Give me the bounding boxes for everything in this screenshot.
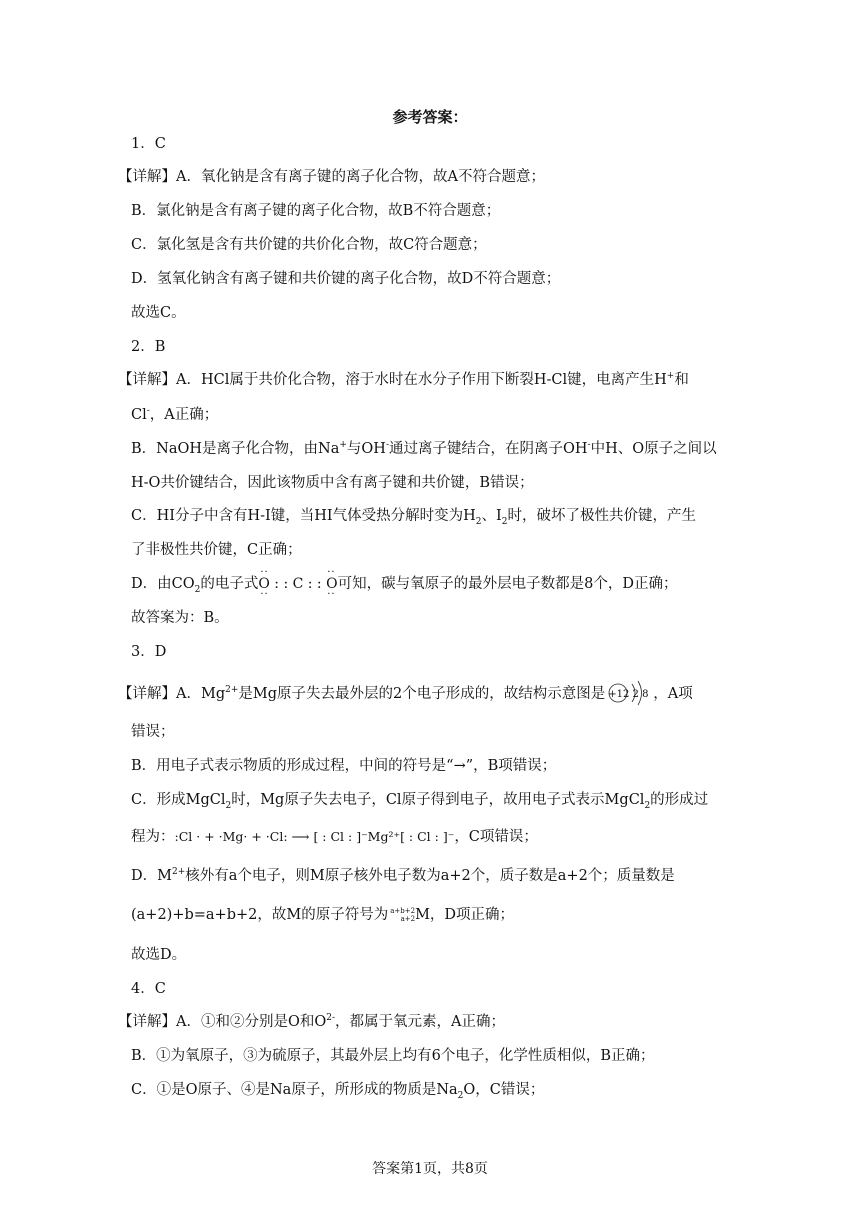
q2-explain-c-line1: C．HI分子中含有H-I键，当HI气体受热分解时变为$H_2$、$I_2$时，破坏了极性共价键，产生 — [131, 508, 696, 527]
q1-explain-d: D．氢氧化钠含有离子键和共价键的离子化合物，故D不符合题意； — [131, 271, 561, 287]
q4-explain-c: C．①是O原子、④是Na原子，所形成的物质是$Na_2O$，C错误； — [131, 1082, 545, 1101]
q4-explain-a: 【详解】A．①和②分别是O和$O^{2-}$，都属于氧元素，A正确； — [118, 1013, 506, 1030]
q3-explain-c-line1: C．形成MgCl$_2$时，Mg原子失去电子，Cl原子得到电子，故用电子式表示MgCl$_2$的形成过 — [131, 792, 709, 811]
q2-explain-a-line1: 【详解】A．HCl属于共价化合物，溶于水时在水分子作用下断裂H-Cl键，电离产生H+和 — [118, 371, 689, 388]
q3-explain-a-line1: 【详解】A．$Mg^{2+}$是Mg原子失去最外层的2个电子形成的，故结构示意图是 +12 2 8 ，A项 — [118, 684, 693, 704]
mgcl2-formation-formula: :Cl · + ·Mg· + ·Cl: ⟶ [ : Cl : ]⁻Mg²⁺[ : Cl : ]⁻ — [174, 829, 455, 844]
q2-explain-c-line2: 了非极性共价键，C正确； — [131, 542, 302, 558]
q1-conclusion: 故选C。 — [131, 305, 186, 321]
q3-explain-c-line2: 程为：:Cl · + ·Mg· + ·Cl: ⟶ [ : Cl : ]⁻Mg²⁺[ : Cl : ]⁻，C项错误； — [131, 829, 538, 845]
q2-explain-b-line2: H-O共价键结合，因此该物质中含有离子键和共价键，B错误； — [131, 475, 534, 491]
q3-explain-b: B．用电子式表示物质的形成过程，中间的符号是“→”，B项错误； — [131, 758, 557, 774]
q1-number: 1．C — [131, 136, 166, 152]
q4-explain-b: B．①为氧原子，③为硫原子，其最外层上均有6个电子，化学性质相似，B正确； — [131, 1048, 655, 1064]
q1-explain-a: 【详解】A．氧化钠是含有离子键的离子化合物，故A不符合题意； — [118, 169, 545, 185]
q2-explain-a-line2: Cl-，A正确； — [131, 406, 219, 423]
q3-explain-d-line1: D．$M^{2+}$核外有a个电子，则M原子核外电子数为a+2个，质子数是a+2个；质量数是 — [131, 867, 675, 884]
q1-explain-b: B．氯化钠是含有离子键的离子化合物，故B不符合题意； — [131, 203, 501, 219]
page-title: 参考答案： — [392, 108, 468, 126]
co2-electron-formula: ·· ·· O : : C : : O ·· ·· — [258, 567, 338, 600]
q2-explain-b-line1: B．NaOH是离子化合物，由Na+与OH-通过离子键结合，在阴离子OH-中H、O原子之间以 — [131, 440, 717, 457]
q2-conclusion: 故答案为：B。 — [131, 610, 229, 626]
nuclide-notation: a+b+2 a+2 — [390, 907, 416, 923]
q1-explain-c: C．氯化氢是含有共价键的共价化合物，故C符合题意； — [131, 237, 487, 253]
q2-number: 2．B — [131, 339, 166, 355]
q2-explain-d: D．由$CO_2$的电子式 ·· ·· O : : C : : O ·· ·· 可知，碳与氧原子的最外层电子数都是8个，D正确； — [131, 567, 678, 600]
q3-explain-d-line2: (a+2)+b=a+b+2，故M的原子符号为 a+b+2 a+2M，D项正确； — [131, 907, 515, 923]
page-footer: 答案第1页，共8页 — [372, 1161, 488, 1177]
q3-number: 3．D — [131, 644, 167, 660]
q4-number: 4．C — [131, 981, 166, 997]
mg-ion-structure-diagram: +12 2 8 — [605, 684, 653, 704]
q3-explain-a-line2: 错误； — [131, 724, 175, 740]
q3-conclusion: 故选D。 — [131, 947, 187, 963]
